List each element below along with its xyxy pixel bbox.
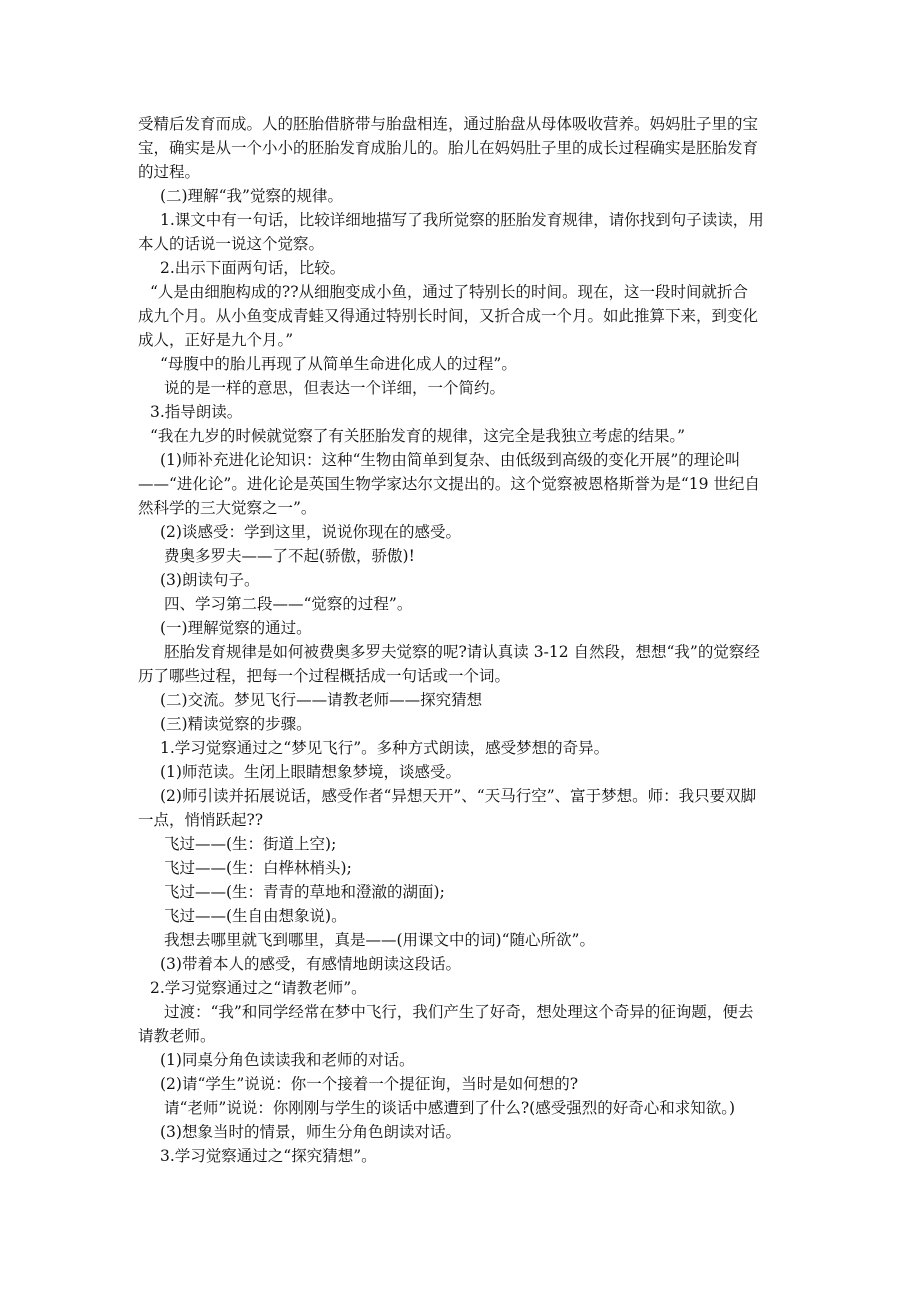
text-line: (2)请“学生”说说：你一个接着一个提征询，当时是如何想的? (160, 1075, 579, 1093)
text-line: 成九个月。从小鱼变成青蛙又得通过特别长时间，又折合成一个月。如此推算下来，到变化 (138, 307, 759, 325)
text-line: (二)理解“我”觉察的规律。 (160, 187, 343, 205)
text-line: (3)朗读句子。 (160, 571, 260, 589)
text-line: (3)带着本人的感受，有感情地朗读这段话。 (160, 955, 461, 973)
text-line: 胚胎发育规律是如何被费奥多罗夫觉察的呢?请认真读 3-12 自然段，想想“我”的觉察经 (164, 643, 760, 661)
text-line: 历了哪些过程，把每一个过程概括成一句话或一个词。 (138, 667, 511, 685)
text-line: 1.学习觉察通过之“梦见飞行”。多种方式朗读，感受梦想的奇异。 (160, 739, 610, 757)
text-line: “我在九岁的时候就觉察了有关胚胎发育的规律，这完全是我独立考虑的结果。” (150, 427, 686, 445)
text-line: (2)师引读并拓展说话，感受作者“异想天开”、“天马行空”、富于梦想。师：我只要双脚 (160, 787, 757, 805)
text-line: 费奥多罗夫——了不起(骄傲，骄傲)! (164, 547, 415, 565)
text-line: (1)师补充进化论知识：这种“生物由简单到复杂、由低级到高级的变化开展”的理论叫 (160, 451, 741, 469)
text-line: 四、学习第二段——“觉察的过程”。 (164, 595, 413, 613)
text-line: 飞过——(生：青青的草地和澄澈的湖面); (164, 883, 445, 901)
text-line: 请教老师。 (138, 1027, 216, 1045)
text-line: 飞过——(生：街道上空); (164, 835, 337, 853)
text-line: 2.出示下面两句话，比较。 (160, 259, 346, 277)
text-line: (3)想象当时的情景，师生分角色朗读对话。 (160, 1123, 461, 1141)
text-line: 一点，悄悄跃起?? (138, 811, 264, 829)
text-line: 我想去哪里就飞到哪里，真是——(用课文中的词)“随心所欲”。 (164, 931, 595, 949)
text-line: 宝，确实是从一个小小的胚胎发育成胎儿的。胎儿在妈妈肚子里的成长过程确实是胚胎发育 (138, 139, 759, 157)
text-line: 过渡：“我”和同学经常在梦中飞行，我们产生了好奇，想处理这个奇异的征询题，便去 (164, 1003, 754, 1021)
text-line: 2.学习觉察通过之“请教老师”。 (150, 979, 367, 997)
text-line: (一)理解觉察的通过。 (160, 619, 312, 637)
text-line: 受精后发育而成。人的胚胎借脐带与胎盘相连，通过胎盘从母体吸收营养。妈妈肚子里的宝 (138, 115, 759, 133)
text-line: “母腹中的胎儿再现了从简单生命进化成人的过程”。 (160, 355, 517, 373)
text-line: 3.学习觉察通过之“探究猜想”。 (160, 1147, 377, 1165)
text-line: 3.指导朗读。 (150, 403, 243, 421)
text-line: (1)同桌分角色读读我和老师的对话。 (160, 1051, 415, 1069)
text-line: (三)精读觉察的步骤。 (160, 715, 312, 733)
text-line: 飞过——(生自由想象说)。 (164, 907, 347, 925)
text-line: 1.课文中有一句话，比较详细地描写了我所觉察的胚胎发育规律，请你找到句子读读，用 (160, 211, 764, 229)
document-body (138, 112, 786, 1168)
text-line: 成人，正好是九个月。” (138, 331, 294, 349)
text-line: ——“进化论”。进化论是英国生物学家达尔文提出的。这个觉察被恩格斯誉为是“19 世纪自 (138, 475, 760, 493)
text-line: 飞过——(生：白桦林梢头); (164, 859, 352, 877)
text-line: 说的是一样的意思，但表达一个详细，一个简约。 (164, 379, 506, 397)
text-line: 的过程。 (138, 163, 201, 181)
text-line: (2)谈感受：学到这里，说说你现在的感受。 (160, 523, 461, 541)
text-line: “人是由细胞构成的??从细胞变成小鱼，通过了特别长的时间。现在，这一段时间就折合 (150, 283, 749, 301)
text-line: 本人的话说一说这个觉察。 (138, 235, 325, 253)
text-line: (1)师范读。生闭上眼睛想象梦境，谈感受。 (160, 763, 461, 781)
text-line: 请“老师”说说：你刚刚与学生的谈话中感遭到了什么?(感受强烈的好奇心和求知欲。) (164, 1099, 736, 1117)
text-line: (二)交流。梦见飞行——请教老师——探究猜想 (160, 691, 483, 709)
text-line: 然科学的三大觉察之一”。 (138, 499, 317, 517)
